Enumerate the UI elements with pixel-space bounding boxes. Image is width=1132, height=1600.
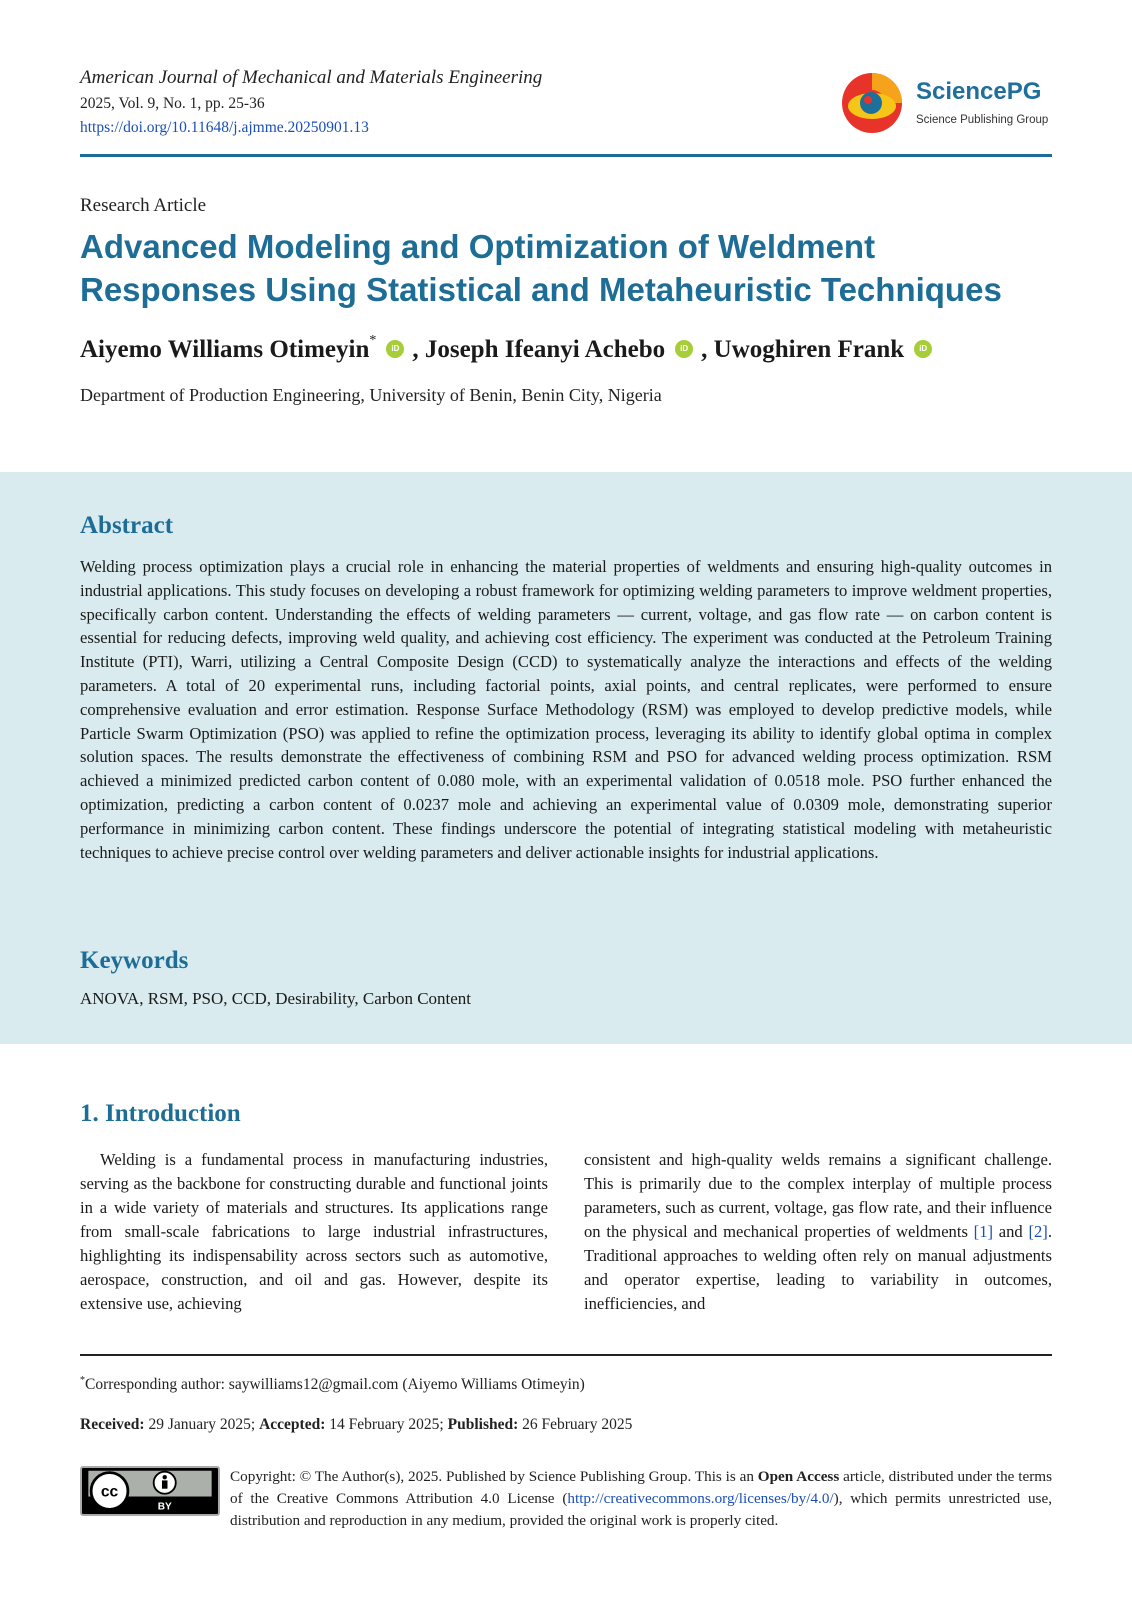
doi-link[interactable]: https://doi.org/10.11648/j.ajmme.20250901.13 (80, 119, 369, 136)
received-label: Received: (80, 1416, 145, 1433)
paragraph: Welding is a fundamental process in manufacturing industries, serving as the backbone for constructing durable and functional joints in a wide variety of materials and structures. Its applications range from small-scale fabrications to large industrial infrastructures, highlighting its indispensability across sectors such as automotive, aerospace, construction, and oil and gas. However, despite its extensive use, achieving (80, 1150, 548, 1313)
footer-divider (80, 1354, 1052, 1356)
copyright-text: article, distributed under the terms of the Creative Commons Attribution 4.0 License ( (230, 1468, 1052, 1507)
license-link[interactable]: http://creativecommons.org/licenses/by/4.0/ (567, 1490, 834, 1507)
keywords-heading: Keywords (80, 947, 189, 974)
publisher-name: SciencePG (916, 78, 1042, 105)
orcid-icon[interactable]: iD (914, 340, 932, 358)
copyright-text: Copyright: © The Author(s), 2025. Published by Science Publishing Group. This is an (230, 1468, 758, 1485)
section-heading-introduction: 1. Introduction (80, 1100, 241, 1127)
copyright-notice (230, 1466, 1052, 1532)
abstract-text: Welding process optimization plays a crucial role in enhancing the material properties of weldments and ensuring high-quality outcomes in industrial applications. This study focuses on developing a robust framework for optimizing welding parameters to improve weldment properties, specifically carbon content. Understanding the effects of welding parameters — current, voltage, and gas flow rate — on carbon content is essential for reducing defects, improving weld quality, and achieving cost efficiency. The experiment was conducted at the Petroleum Training Institute (PTI), Warri, utilizing a Central Composite Design (CCD) to systematically analyze the interactions and effects of the welding parameters. A total of 20 experimental runs, including factorial points, axial points, and central replicates, were performed to ensure comprehensive evaluation and error estimation. Response Surface Methodology (RSM) was employed to develop predictive models, while Particle Swarm Optimization (PSO) was applied to refine the optimization process, leveraging its ability to identify global optima in complex solution spaces. The results demonstrate the effectiveness of combining RSM and PSO for advanced welding process optimization. RSM achieved a minimized predicted carbon content of 0.080 mole, with an experimental validation of 0.0518 mole. PSO further enhanced the optimization, predicting a carbon content of 0.0237 mole and achieving an experimental value of 0.0309 mole, demonstrating superior performance in minimizing carbon content. These findings underscore the potential of integrating statistical modeling with metaheuristic techniques to achieve precise control over welding parameters and deliver actionable insights for industrial applications. (80, 557, 1052, 862)
author-separator: , (701, 336, 708, 363)
citation-link[interactable]: [1] (973, 1222, 994, 1241)
publisher-subtitle: Science Publishing Group (916, 114, 1049, 126)
orcid-icon[interactable]: iD (675, 340, 693, 358)
author-name: Uwoghiren Frank (713, 336, 905, 363)
published-date: 26 February 2025 (518, 1416, 633, 1433)
author-name: Aiyemo Williams Otimeyin (80, 336, 370, 363)
affiliation: Department of Production Engineering, University of Benin, Benin City, Nigeria (80, 385, 662, 405)
header-divider (80, 154, 1052, 157)
cc-mark: cc (100, 1483, 119, 1501)
article-type: Research Article (80, 195, 207, 216)
orcid-icon[interactable]: iD (386, 340, 404, 358)
publication-dates (80, 1416, 632, 1434)
article-title (80, 225, 1070, 311)
paragraph (584, 1148, 1052, 1316)
cc-by-license-icon[interactable] (80, 1466, 220, 1516)
published-label: Published: (447, 1416, 519, 1433)
citation-link[interactable]: [2] (1028, 1222, 1048, 1241)
keywords-text: ANOVA, RSM, PSO, CCD, Desirability, Carbon Content (80, 989, 472, 1008)
sciencepg-logo-icon (841, 72, 903, 134)
paragraph-text: . Traditional approaches to welding often rely on manual adjustments and operator expertise, leading to variability in outcomes, inefficiencies, and (584, 1222, 1052, 1313)
corresponding-author-note (80, 1375, 585, 1394)
title-line-1: Advanced Modeling and Optimization of Weldment (80, 228, 876, 265)
accepted-date: 14 February 2025; (325, 1416, 448, 1433)
corresponding-author-text: Corresponding author: saywilliams12@gmail.com (Aiyemo Williams Otimeyin) (85, 1376, 585, 1394)
abstract-heading: Abstract (80, 512, 174, 539)
paragraph-text: and (993, 1222, 1029, 1241)
title-line-2: Responses Using Statistical and Metaheuristic Techniques (80, 271, 1002, 308)
by-mark: BY (157, 1501, 172, 1513)
corresponding-mark: * (369, 333, 377, 348)
received-date: 29 January 2025; (144, 1416, 260, 1433)
journal-name: American Journal of Mechanical and Materials Engineering (80, 67, 543, 88)
body-column-left (80, 1148, 548, 1316)
author-name: Joseph Ifeanyi Achebo (424, 336, 666, 363)
paragraph-text: consistent and high-quality welds remains a significant challenge. This is primarily due to the complex interplay of multiple process parameters, such as current, voltage, gas flow rate, and their influence on the physical and mechanical properties of weldments (584, 1150, 1052, 1241)
author-list (80, 333, 940, 364)
author-separator: , (412, 336, 419, 363)
corresponding-mark: * (80, 1375, 85, 1386)
open-access-label: Open Access (757, 1468, 840, 1485)
copyright-text: ), which permits unrestricted use, distribution and reproduction in any medium, provided the original work is properly cited. (230, 1490, 1052, 1529)
body-column-right (584, 1148, 1052, 1316)
accepted-label: Accepted: (259, 1416, 326, 1433)
journal-volume: 2025, Vol. 9, No. 1, pp. 25-36 (80, 95, 265, 112)
